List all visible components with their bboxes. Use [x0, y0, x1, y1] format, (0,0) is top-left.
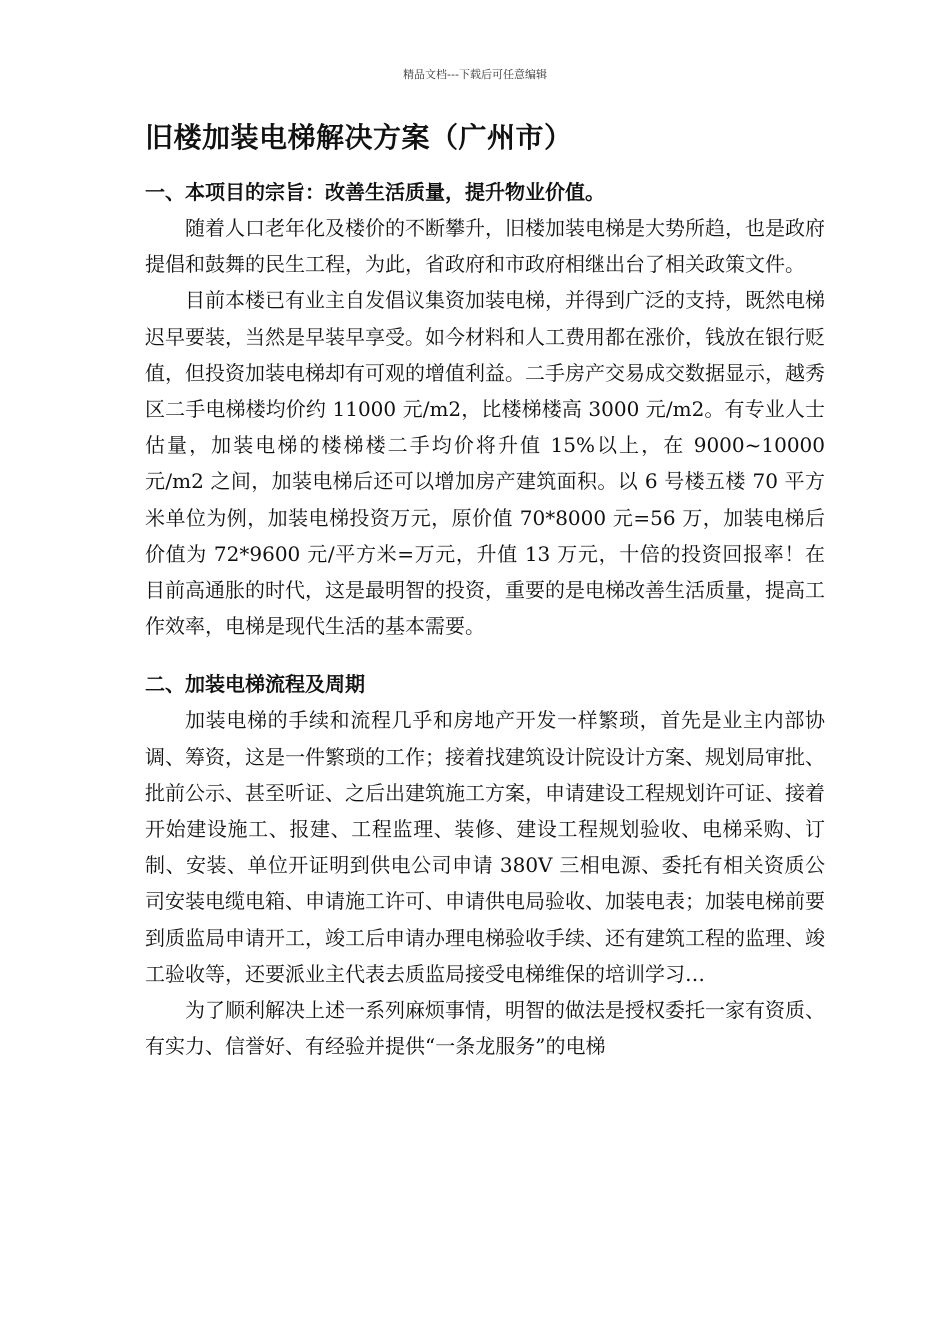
- section-heading: 一、本项目的宗旨：改善生活质量，提升物业价值。: [145, 180, 605, 204]
- section-1: [145, 174, 825, 644]
- section-2: [145, 666, 825, 1064]
- header-note: 精品文档---下载后可任意编辑: [403, 68, 547, 81]
- paragraph: 加装电梯的手续和流程几乎和房地产开发一样繁琐，首先是业主内部协调、筹资，这是一件繁琐的工作；接着找建筑设计院设计方案、规划局审批、批前公示、甚至听证、之后出建筑施工方案，申请建设工程规划许可证、接着开始建设施工、报建、工程监理、装修、建设工程规划验收、电梯采购、订制、安装、单位开证明到供电公司申请 380V 三相电源、委托有相关资质公司安装电缆电箱、申请施工许可、申请供电局验收、加装电表；加装电梯前要到质监局申请开工，竣工后申请办理电梯验收手续、还有建筑工程的监理、竣工验收等，还要派业主代表去质监局接受电梯维保的培训学习…: [145, 708, 825, 986]
- paragraph: 随着人口老年化及楼价的不断攀升，旧楼加装电梯是大势所趋，也是政府提倡和鼓舞的民生工程，为此，省政府和市政府相继出台了相关政策文件。: [145, 216, 825, 277]
- section-gap: [145, 644, 825, 666]
- paragraph: 为了顺利解决上述一系列麻烦事情，明智的做法是授权委托一家有资质、有实力、信誉好、有经验并提供“一条龙服务”的电梯: [145, 998, 825, 1059]
- document-title: 旧楼加装电梯解决方案（广州市）: [145, 121, 573, 154]
- document-body: [145, 114, 825, 1064]
- paragraph: 目前本楼已有业主自发倡议集资加装电梯，并得到广泛的支持，既然电梯迟早要装，当然是早装早享受。如今材料和人工费用都在涨价，钱放在银行贬值，但投资加装电梯却有可观的增值利益。二手房产交易成交数据显示，越秀区二手电梯楼均价约 11000 元/m2，比楼梯楼高 3000 元/m2。有专业人士估量，加装电梯的楼梯楼二手均价将升值 15%以上，在 9000~10000 元/m2 之间，加装电梯后还可以增加房产建筑面积。以 6 号楼五楼 70 平方米单位为例，加装电梯投资万元，原价值 70*8000 元=56 万，加装电梯后价值为 72*9600 元/平方米=万元，升值 13 万元，十倍的投资回报率！在目前高通胀的时代，这是最明智的投资，重要的是电梯改善生活质量，提高工作效率，电梯是现代生活的基本需要。: [145, 288, 825, 639]
- section-heading: 二、加装电梯流程及周期: [145, 672, 365, 697]
